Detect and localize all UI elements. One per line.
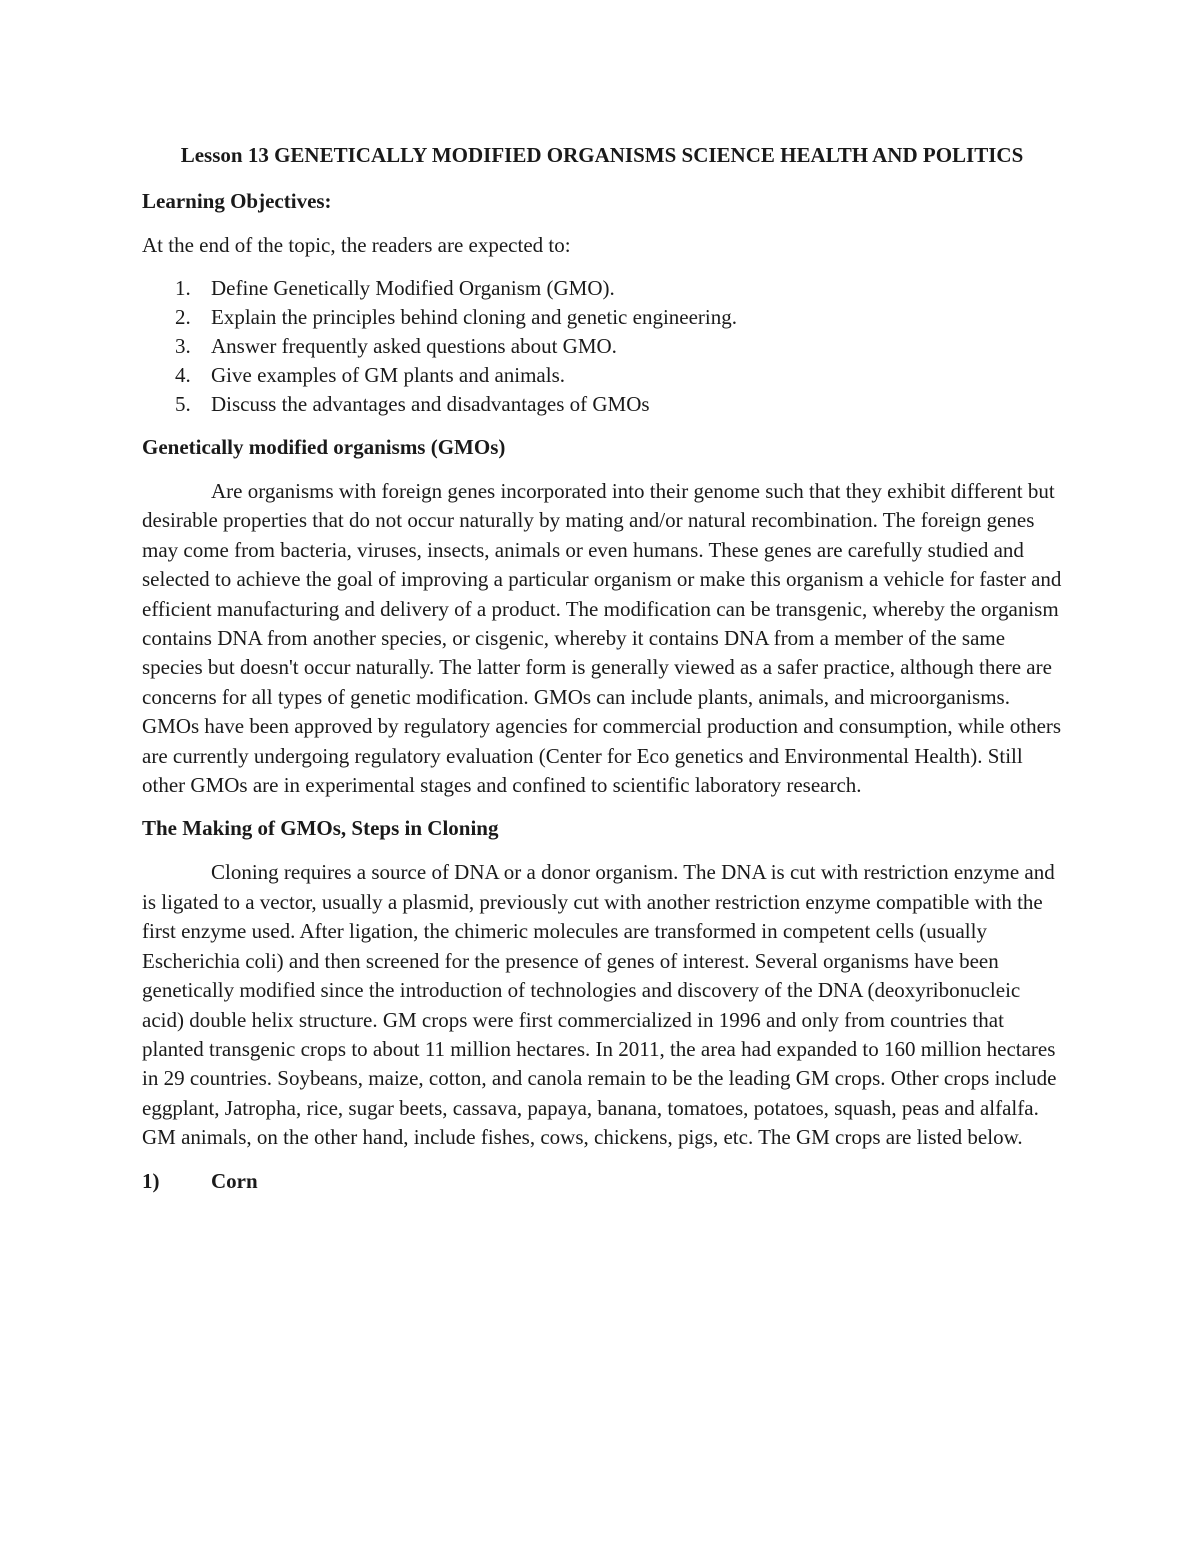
- objectives-list: [142, 274, 1062, 419]
- crop-number: 1): [142, 1168, 160, 1193]
- list-text: Discuss the advantages and disadvantages of GMOs: [211, 392, 650, 416]
- section-body-gmos: Are organisms with foreign genes incorporated into their genome such that they exhibit different but desirable properties that do not occur naturally by mating and/or natural recombination. The foreign genes may come from bacteria, viruses, insects, animals or even humans. These genes are carefully studied and selected to achieve the goal of improving a particular organism or make this organism a vehicle for faster and efficient manufacturing and delivery of a product. The modification can be transgenic, whereby the organism contains DNA from another species, or cisgenic, whereby it contains DNA from a member of the same species but doesn't occur naturally. The latter form is generally viewed as a safer practice, although there are concerns for all types of genetic modification. GMOs can include plants, animals, and microorganisms. GMOs have been approved by regulatory agencies for commercial production and consumption, while others are currently undergoing regulatory evaluation (Center for Eco genetics and Environmental Health). Still other GMOs are in experimental stages and confined to scientific laboratory research.: [142, 479, 1062, 798]
- list-item: [142, 303, 1062, 332]
- list-item: [142, 332, 1062, 361]
- list-number: 5.: [175, 392, 191, 416]
- list-text: Give examples of GM plants and animals.: [211, 363, 566, 387]
- objectives-intro: At the end of the topic, the readers are expected to:: [142, 233, 571, 257]
- list-item: [142, 361, 1062, 390]
- list-number: 2.: [175, 305, 191, 329]
- list-number: 3.: [175, 334, 191, 358]
- list-text: Define Genetically Modified Organism (GMO).: [211, 276, 615, 300]
- document-page: [142, 140, 1062, 1196]
- list-number: 1.: [175, 276, 191, 300]
- section-body-cloning: Cloning requires a source of DNA or a donor organism. The DNA is cut with restriction enzyme and is ligated to a vector, usually a plasmid, previously cut with another restriction enzyme compatible with the first enzyme used. After ligation, the chimeric molecules are transformed in competent cells (usually Escherichia coli) and then screened for the presence of genes of interest. Several organisms have been genetically modified since the introduction of technologies and discovery of the DNA (deoxyribonucleic acid) double helix structure. GM crops were first commercialized in 1996 and only from countries that planted transgenic crops to about 11 million hectares. In 2011, the area had expanded to 160 million hectares in 29 countries. Soybeans, maize, cotton, and canola remain to be the leading GM crops. Other crops include eggplant, Jatropha, rice, sugar beets, cassava, papaya, banana, tomatoes, potatoes, squash, peas and alfalfa. GM animals, on the other hand, include fishes, cows, chickens, pigs, etc. The GM crops are listed below.: [142, 860, 1057, 1150]
- list-text: Answer frequently asked questions about GMO.: [211, 334, 617, 358]
- section-heading-cloning: The Making of GMOs, Steps in Cloning: [142, 816, 499, 841]
- section-heading-gmos: Genetically modified organisms (GMOs): [142, 435, 506, 459]
- crop-label: Corn: [211, 1168, 258, 1193]
- list-text: Explain the principles behind cloning and genetic engineering.: [211, 305, 738, 329]
- list-item: [142, 274, 1062, 303]
- document-title: Lesson 13 GENETICALLY MODIFIED ORGANISMS SCIENCE HEALTH AND POLITICS: [180, 143, 1024, 167]
- crop-list-item: [142, 1167, 1062, 1196]
- list-item: [142, 390, 1062, 419]
- list-number: 4.: [175, 363, 191, 387]
- objectives-heading: Learning Objectives:: [142, 189, 332, 213]
